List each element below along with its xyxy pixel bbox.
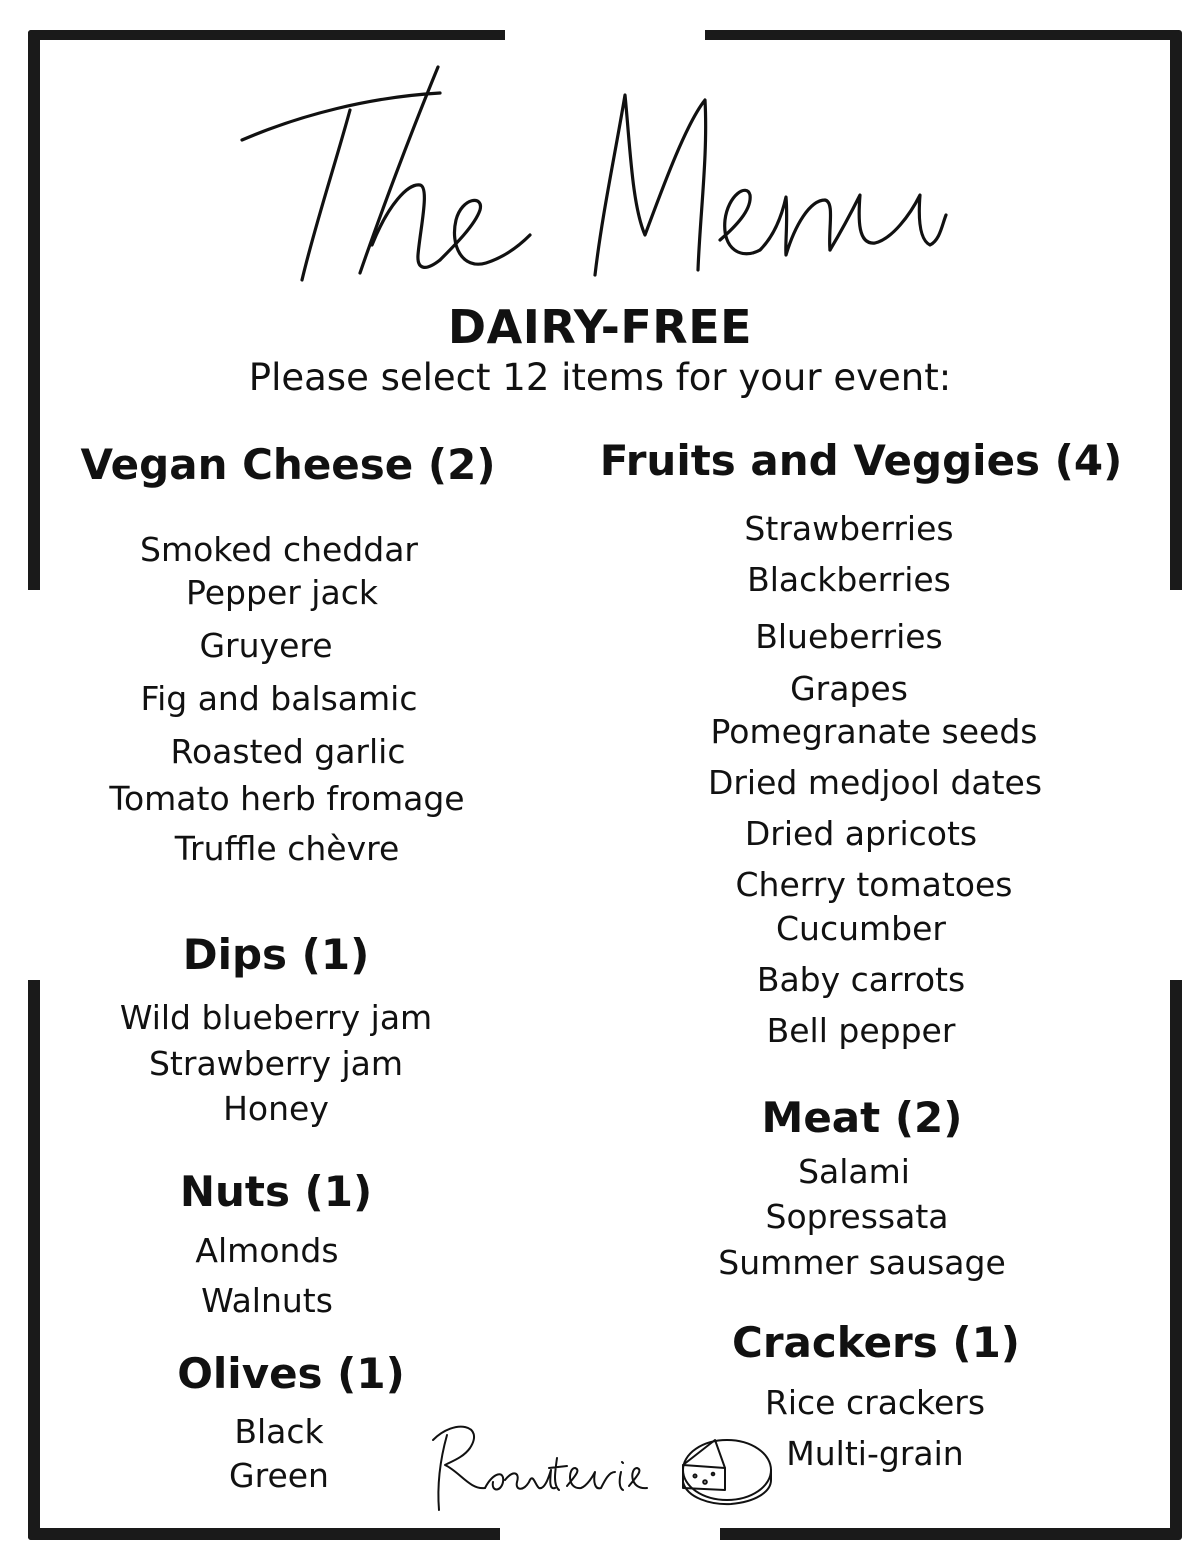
menu-item: Black bbox=[234, 1412, 324, 1451]
menu-item: Fig and balsamic bbox=[140, 679, 418, 718]
menu-item: Pomegranate seeds bbox=[710, 712, 1038, 751]
menu-item: Blueberries bbox=[755, 617, 943, 656]
menu-item: Salami bbox=[798, 1152, 910, 1191]
menu-item: Gruyere bbox=[199, 626, 333, 665]
menu-item: Walnuts bbox=[201, 1281, 333, 1320]
menu-item: Rice crackers bbox=[764, 1383, 986, 1422]
menu-title-script bbox=[230, 55, 970, 295]
menu-item: Bell pepper bbox=[766, 1011, 956, 1050]
menu-item: Tomato herb fromage bbox=[109, 779, 465, 818]
section-heading-nuts: Nuts (1) bbox=[179, 1167, 373, 1216]
cheese-wheel-icon bbox=[683, 1440, 771, 1504]
frame-right-gap bbox=[1166, 590, 1186, 980]
menu-item: Multi-grain bbox=[786, 1434, 964, 1473]
menu-item: Baby carrots bbox=[756, 960, 966, 999]
section-heading-vegan-cheese: Vegan Cheese (2) bbox=[80, 440, 496, 489]
menu-item: Almonds bbox=[195, 1231, 339, 1270]
menu-item: Dried medjool dates bbox=[707, 763, 1043, 802]
section-heading-fruits-veggies: Fruits and Veggies (4) bbox=[599, 436, 1123, 485]
menu-item: Strawberry jam bbox=[148, 1044, 404, 1083]
section-heading-meat: Meat (2) bbox=[761, 1093, 963, 1142]
menu-item: Roasted garlic bbox=[170, 732, 406, 771]
menu-item: Sopressata bbox=[765, 1197, 949, 1236]
frame-top-gap bbox=[505, 28, 705, 44]
menu-item: Strawberries bbox=[744, 509, 954, 548]
menu-item: Cucumber bbox=[776, 909, 946, 948]
menu-item: Grapes bbox=[790, 669, 908, 708]
menu-item: Cherry tomatoes bbox=[735, 865, 1013, 904]
diet-heading: DAIRY-FREE bbox=[447, 300, 753, 354]
selection-instruction: Please select 12 items for your event: bbox=[248, 356, 952, 399]
menu-item: Blackberries bbox=[747, 560, 951, 599]
menu-item: Smoked cheddar bbox=[139, 530, 419, 569]
section-heading-olives: Olives (1) bbox=[177, 1349, 405, 1398]
frame-left-gap bbox=[24, 590, 44, 980]
frame-bottom-gap bbox=[500, 1524, 720, 1544]
menu-item: Summer sausage bbox=[718, 1243, 1006, 1282]
brand-logo-text bbox=[0, 0, 1, 1]
menu-item: Honey bbox=[223, 1089, 329, 1128]
brand-logo bbox=[425, 1410, 785, 1520]
menu-item: Wild blueberry jam bbox=[119, 998, 433, 1037]
menu-item: Truffle chèvre bbox=[174, 829, 400, 868]
section-heading-crackers: Crackers (1) bbox=[731, 1318, 1021, 1367]
menu-item: Dried apricots bbox=[744, 814, 978, 853]
menu-item: Green bbox=[229, 1456, 329, 1495]
section-heading-dips: Dips (1) bbox=[182, 930, 370, 979]
menu-item: Pepper jack bbox=[186, 573, 378, 612]
